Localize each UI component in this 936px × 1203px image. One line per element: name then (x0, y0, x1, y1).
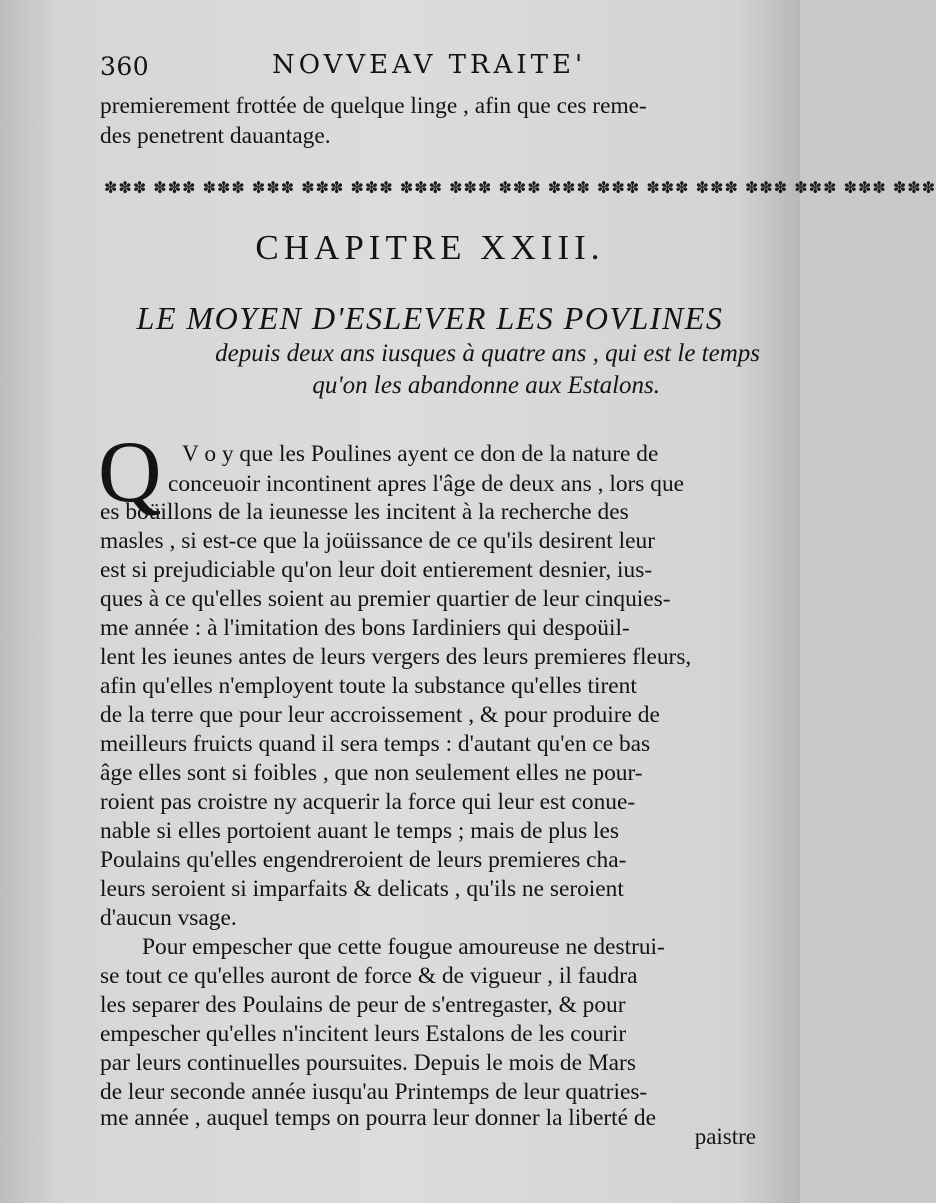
body-line: de la terre que pour leur accroissement , & pour produire de (100, 702, 660, 728)
body-line: me année , auquel temps on pourra leur donner la liberté de (100, 1105, 656, 1131)
body-line: conceuoir incontinent apres l'âge de deux ans , lors que (168, 471, 685, 497)
body-line: Pour empescher que cette fougue amoureuse ne destrui- (142, 934, 665, 960)
body-line: les separer des Poulains de peur de s'entregaster, & pour (100, 992, 626, 1018)
chapter-subtitle-line: depuis deux ans iusques à quatre ans , qui est le temps (215, 340, 760, 367)
body-line: ques à ce qu'elles soient au premier quartier de leur cinquies- (100, 586, 671, 612)
body-line: leurs seroient si imparfaits & delicats , qu'ils ne seroient (100, 876, 624, 902)
body-line: me année : à l'imitation des bons Iardiniers qui despoüil- (100, 615, 630, 641)
ornament-band: ✽✽✽ ✽✽✽ ✽✽✽ ✽✽✽ ✽✽✽ ✽✽✽ ✽✽✽ ✽✽✽ ✽✽✽ ✽✽✽ ✽✽✽ ✽✽✽ ✽✽✽ ✽✽✽ ✽✽✽ ✽✽✽ ✽✽✽ (104, 178, 936, 197)
catchword: paistre (694, 1124, 756, 1149)
body-line: d'aucun vsage. (100, 905, 237, 931)
body-line: de leur seconde année iusqu'au Printemps de leur quatries- (100, 1079, 648, 1105)
body-line: empescher qu'elles n'incitent leurs Estalons de les courir (100, 1021, 627, 1047)
body-line: Poulains qu'elles engendreroient de leurs premieres cha- (100, 847, 627, 873)
chapter-title: CHAPITRE XXIII. (255, 228, 605, 267)
body-line: afin qu'elles n'employent toute la substance qu'elles tirent (100, 673, 637, 699)
body-line: meilleurs fruicts quand il sera temps : d'autant qu'en ce bas (100, 731, 651, 757)
body-line: V o y que les Poulines ayent ce don de la nature de (182, 441, 659, 467)
page-number: 360 (100, 52, 150, 81)
body-line: roient pas croistre ny acquerir la force qui leur est conue- (100, 789, 636, 815)
intro-line: premierement frottée de quelque linge , afin que ces reme- (100, 93, 647, 119)
body-line: masles , si est-ce que la joüissance de ce qu'ils desirent leur (100, 528, 656, 554)
body-line: est si prejudiciable qu'on leur doit entierement desnier, ius- (100, 557, 653, 583)
body-line: es boüillons de la ieunesse les incitent à la recherche des (100, 499, 629, 525)
running-title: NOVVEAV TRAITE' (272, 50, 587, 80)
body-line: par leurs continuelles poursuites. Depuis le mois de Mars (100, 1050, 636, 1076)
body-line: lent les ieunes antes de leurs vergers des leurs premieres fleurs, (100, 644, 692, 670)
drop-cap: Q (98, 424, 162, 521)
body-line: se tout ce qu'elles auront de force & de vigueur , il faudra (100, 963, 638, 989)
chapter-subtitle-line: qu'on les abandonne aux Estalons. (312, 372, 660, 399)
chapter-subtitle-main: LE MOYEN D'ESLEVER LES POVLINES (136, 300, 724, 336)
body-line: nable si elles portoient auant le temps ; mais de plus les (100, 818, 620, 844)
body-line: âge elles sont si foibles , que non seulement elles ne pour- (100, 760, 643, 786)
intro-line: des penetrent dauantage. (100, 123, 331, 149)
page-header (100, 46, 760, 86)
